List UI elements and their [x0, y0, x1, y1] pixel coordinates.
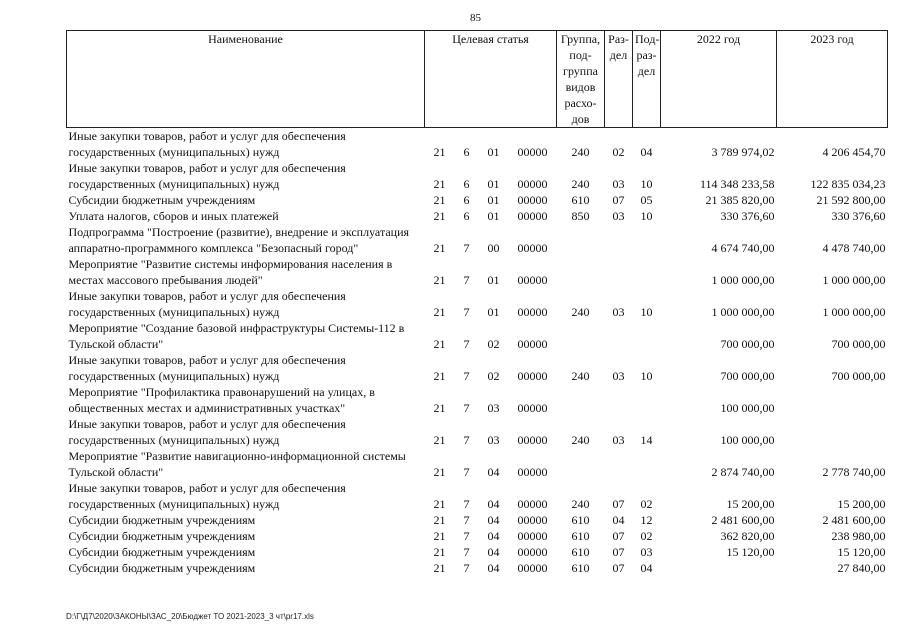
amount-2023: 700 000,00 — [831, 369, 886, 383]
amount-2022: 1 000 000,00 — [711, 273, 775, 287]
row-name: Иные закупки товаров, работ и услуг для обеспечения государственных (муниципальных) нужд — [68, 481, 346, 511]
amount-2022: 114 348 233,58 — [699, 177, 775, 191]
target-code-2: 6 — [463, 209, 470, 223]
target-code-3: 01 — [487, 145, 500, 159]
subsection-code — [633, 224, 661, 256]
subsection-code: 10 — [640, 305, 653, 319]
target-code-2: 7 — [463, 545, 470, 559]
expense-group: 610 — [571, 561, 590, 575]
section-code — [605, 384, 633, 416]
row-name: Уплата налогов, сборов и иных платежей — [68, 209, 279, 223]
table-row — [67, 160, 888, 192]
amount-2022 — [661, 560, 777, 576]
target-code-4: 00000 — [517, 145, 548, 159]
table-row — [67, 480, 888, 512]
target-code-4: 00000 — [517, 545, 548, 559]
subsection-code: 10 — [640, 369, 653, 383]
table-row — [67, 512, 888, 528]
subsection-code — [633, 256, 661, 288]
amount-2023: 122 835 034,23 — [810, 177, 886, 191]
expense-group: 610 — [571, 193, 590, 207]
section-code: 03 — [612, 177, 625, 191]
expense-group: 240 — [571, 369, 590, 383]
target-code-3: 03 — [487, 401, 500, 415]
target-code-3: 04 — [487, 545, 500, 559]
table-row — [67, 320, 888, 352]
amount-2022: 700 000,00 — [720, 337, 775, 351]
row-name: Субсидии бюджетным учреждениям — [68, 545, 256, 559]
amount-2022: 3 789 974,02 — [711, 145, 775, 159]
subsection-code: 04 — [640, 561, 653, 575]
target-code-4: 00000 — [517, 433, 548, 447]
section-code: 03 — [612, 209, 625, 223]
table-header-row — [67, 31, 888, 128]
table-row — [67, 192, 888, 208]
section-code — [605, 448, 633, 480]
amount-2023: 2 778 740,00 — [822, 465, 886, 479]
row-name: Иные закупки товаров, работ и услуг для обеспечения государственных (муниципальных) нужд — [68, 353, 346, 383]
target-code-3: 01 — [487, 193, 500, 207]
target-code-2: 7 — [463, 497, 470, 511]
target-code-1: 21 — [433, 337, 446, 351]
target-code-4: 00000 — [517, 241, 548, 255]
amount-2022: 21 385 820,00 — [705, 193, 775, 207]
section-code: 02 — [612, 145, 625, 159]
target-code-3: 03 — [487, 433, 500, 447]
amount-2023: 2 481 600,00 — [822, 513, 886, 527]
amount-2023 — [777, 416, 888, 448]
amount-2023: 15 200,00 — [837, 497, 886, 511]
target-code-4: 00000 — [517, 401, 548, 415]
amount-2022: 100 000,00 — [720, 401, 775, 415]
amount-2022: 4 674 740,00 — [711, 241, 775, 255]
row-name: Мероприятие "Создание базовой инфраструктуры Системы-112 в Тульской области" — [68, 321, 405, 351]
subsection-code — [633, 320, 661, 352]
expense-group: 240 — [571, 497, 590, 511]
file-path-footer: D:\Г\Д7\2020\ЗАКОНЫ\ЗАС_20\Бюджет ТО 2021-2023_3 чт\pr17.xls — [66, 612, 314, 621]
budget-table — [66, 30, 888, 576]
section-code: 03 — [612, 369, 625, 383]
amount-2022: 100 000,00 — [720, 433, 775, 447]
target-code-3: 00 — [487, 241, 500, 255]
row-name: Субсидии бюджетным учреждениям — [68, 561, 256, 575]
subsection-code: 14 — [640, 433, 653, 447]
amount-2022: 15 120,00 — [726, 545, 775, 559]
target-code-1: 21 — [433, 513, 446, 527]
subsection-code — [633, 448, 661, 480]
target-code-2: 7 — [463, 465, 470, 479]
row-name: Субсидии бюджетным учреждениям — [68, 513, 256, 527]
target-code-4: 00000 — [517, 369, 548, 383]
amount-2022: 330 376,60 — [720, 209, 775, 223]
target-code-2: 7 — [463, 337, 470, 351]
target-code-2: 6 — [463, 193, 470, 207]
expense-group: 610 — [571, 513, 590, 527]
expense-group: 610 — [571, 545, 590, 559]
row-name: Мероприятие "Развитие системы информирования населения в местах массового пребывания людей" — [68, 257, 393, 287]
section-code — [605, 320, 633, 352]
header-name: Наименование — [67, 31, 425, 128]
target-code-1: 21 — [433, 529, 446, 543]
table-row — [67, 544, 888, 560]
amount-2023: 238 980,00 — [831, 529, 886, 543]
target-code-2: 7 — [463, 513, 470, 527]
target-code-3: 04 — [487, 497, 500, 511]
target-code-1: 21 — [433, 177, 446, 191]
table-row — [67, 208, 888, 224]
target-code-2: 7 — [463, 273, 470, 287]
target-code-1: 21 — [433, 545, 446, 559]
target-code-1: 21 — [433, 561, 446, 575]
target-code-3: 02 — [487, 337, 500, 351]
target-code-1: 21 — [433, 241, 446, 255]
expense-group: 240 — [571, 145, 590, 159]
subsection-code: 05 — [640, 193, 653, 207]
table-row — [67, 416, 888, 448]
target-code-4: 00000 — [517, 273, 548, 287]
target-code-3: 01 — [487, 273, 500, 287]
header-year-2023: 2023 год — [777, 31, 888, 128]
amount-2023: 330 376,60 — [831, 209, 886, 223]
page-number: 85 — [470, 12, 481, 24]
target-code-2: 7 — [463, 241, 470, 255]
table-row — [67, 448, 888, 480]
row-name: Субсидии бюджетным учреждениям — [68, 193, 256, 207]
section-code: 07 — [612, 497, 625, 511]
row-name: Иные закупки товаров, работ и услуг для обеспечения государственных (муниципальных) нужд — [68, 289, 346, 319]
expense-group: 610 — [571, 529, 590, 543]
target-code-2: 7 — [463, 433, 470, 447]
section-code: 04 — [612, 513, 625, 527]
target-code-1: 21 — [433, 401, 446, 415]
section-code: 07 — [612, 545, 625, 559]
target-code-3: 04 — [487, 529, 500, 543]
amount-2023: 1 000 000,00 — [822, 273, 886, 287]
amount-2022: 1 000 000,00 — [711, 305, 775, 319]
subsection-code: 03 — [640, 545, 653, 559]
amount-2023 — [777, 384, 888, 416]
amount-2022: 700 000,00 — [720, 369, 775, 383]
target-code-3: 01 — [487, 177, 500, 191]
target-code-2: 6 — [463, 145, 470, 159]
section-code: 07 — [612, 561, 625, 575]
target-code-4: 00000 — [517, 513, 548, 527]
table-row — [67, 384, 888, 416]
target-code-3: 04 — [487, 513, 500, 527]
row-name: Мероприятие "Профилактика правонарушений на улицах, в общественных местах и административных участках" — [68, 385, 375, 415]
amount-2023: 15 120,00 — [837, 545, 886, 559]
target-code-1: 21 — [433, 369, 446, 383]
target-code-4: 00000 — [517, 561, 548, 575]
target-code-3: 01 — [487, 209, 500, 223]
expense-group — [557, 448, 605, 480]
expense-group: 240 — [571, 177, 590, 191]
target-code-3: 04 — [487, 465, 500, 479]
section-code: 03 — [612, 305, 625, 319]
subsection-code: 02 — [640, 529, 653, 543]
header-target-article: Целевая статья — [425, 31, 557, 128]
subsection-code — [633, 384, 661, 416]
table-row — [67, 224, 888, 256]
row-name: Иные закупки товаров, работ и услуг для обеспечения государственных (муниципальных) нужд — [68, 129, 346, 159]
target-code-2: 7 — [463, 561, 470, 575]
target-code-2: 7 — [463, 305, 470, 319]
amount-2022: 15 200,00 — [726, 497, 775, 511]
header-section: Раз- дел — [605, 31, 633, 128]
table-row — [67, 288, 888, 320]
target-code-4: 00000 — [517, 177, 548, 191]
table-row — [67, 256, 888, 288]
target-code-4: 00000 — [517, 497, 548, 511]
amount-2023: 4 478 740,00 — [822, 241, 886, 255]
subsection-code: 04 — [640, 145, 653, 159]
row-name: Мероприятие "Развитие навигационно-информационной системы Тульской области" — [68, 449, 406, 479]
row-name: Подпрограмма "Построение (развитие), внедрение и эксплуатация аппаратно-программного комплекса "Безопасный город" — [68, 225, 410, 255]
target-code-4: 00000 — [517, 209, 548, 223]
amount-2023: 4 206 454,70 — [822, 145, 886, 159]
target-code-3: 01 — [487, 305, 500, 319]
target-code-3: 02 — [487, 369, 500, 383]
target-code-4: 00000 — [517, 465, 548, 479]
section-code — [605, 256, 633, 288]
target-code-2: 7 — [463, 401, 470, 415]
amount-2022: 362 820,00 — [720, 529, 775, 543]
amount-2023: 700 000,00 — [831, 337, 886, 351]
expense-group: 240 — [571, 433, 590, 447]
target-code-4: 00000 — [517, 337, 548, 351]
amount-2023: 27 840,00 — [837, 561, 886, 575]
table-row — [67, 528, 888, 544]
amount-2022: 2 481 600,00 — [711, 513, 775, 527]
expense-group: 850 — [571, 209, 590, 223]
target-code-2: 7 — [463, 529, 470, 543]
target-code-4: 00000 — [517, 529, 548, 543]
subsection-code: 10 — [640, 209, 653, 223]
amount-2023: 21 592 800,00 — [816, 193, 886, 207]
target-code-1: 21 — [433, 465, 446, 479]
target-code-1: 21 — [433, 145, 446, 159]
target-code-1: 21 — [433, 497, 446, 511]
target-code-4: 00000 — [517, 305, 548, 319]
row-name: Иные закупки товаров, работ и услуг для обеспечения государственных (муниципальных) нужд — [68, 417, 346, 447]
table-row — [67, 560, 888, 576]
target-code-3: 04 — [487, 561, 500, 575]
expense-group — [557, 320, 605, 352]
subsection-code: 10 — [640, 177, 653, 191]
target-code-1: 21 — [433, 273, 446, 287]
header-subsection: Под- раз- дел — [633, 31, 661, 128]
subsection-code: 12 — [640, 513, 653, 527]
header-year-2022: 2022 год — [661, 31, 777, 128]
table-row — [67, 352, 888, 384]
section-code: 03 — [612, 433, 625, 447]
amount-2022: 2 874 740,00 — [711, 465, 775, 479]
amount-2023: 1 000 000,00 — [822, 305, 886, 319]
row-name: Субсидии бюджетным учреждениям — [68, 529, 256, 543]
section-code: 07 — [612, 193, 625, 207]
expense-group — [557, 384, 605, 416]
target-code-2: 7 — [463, 369, 470, 383]
table-row — [67, 128, 888, 161]
expense-group — [557, 256, 605, 288]
section-code — [605, 224, 633, 256]
expense-group: 240 — [571, 305, 590, 319]
expense-group — [557, 224, 605, 256]
target-code-1: 21 — [433, 433, 446, 447]
header-expense-group: Группа, под- группа видов расхо- дов — [557, 31, 605, 128]
target-code-2: 6 — [463, 177, 470, 191]
target-code-1: 21 — [433, 305, 446, 319]
subsection-code: 02 — [640, 497, 653, 511]
target-code-1: 21 — [433, 209, 446, 223]
section-code: 07 — [612, 529, 625, 543]
row-name: Иные закупки товаров, работ и услуг для обеспечения государственных (муниципальных) нужд — [68, 161, 346, 191]
target-code-1: 21 — [433, 193, 446, 207]
target-code-4: 00000 — [517, 193, 548, 207]
